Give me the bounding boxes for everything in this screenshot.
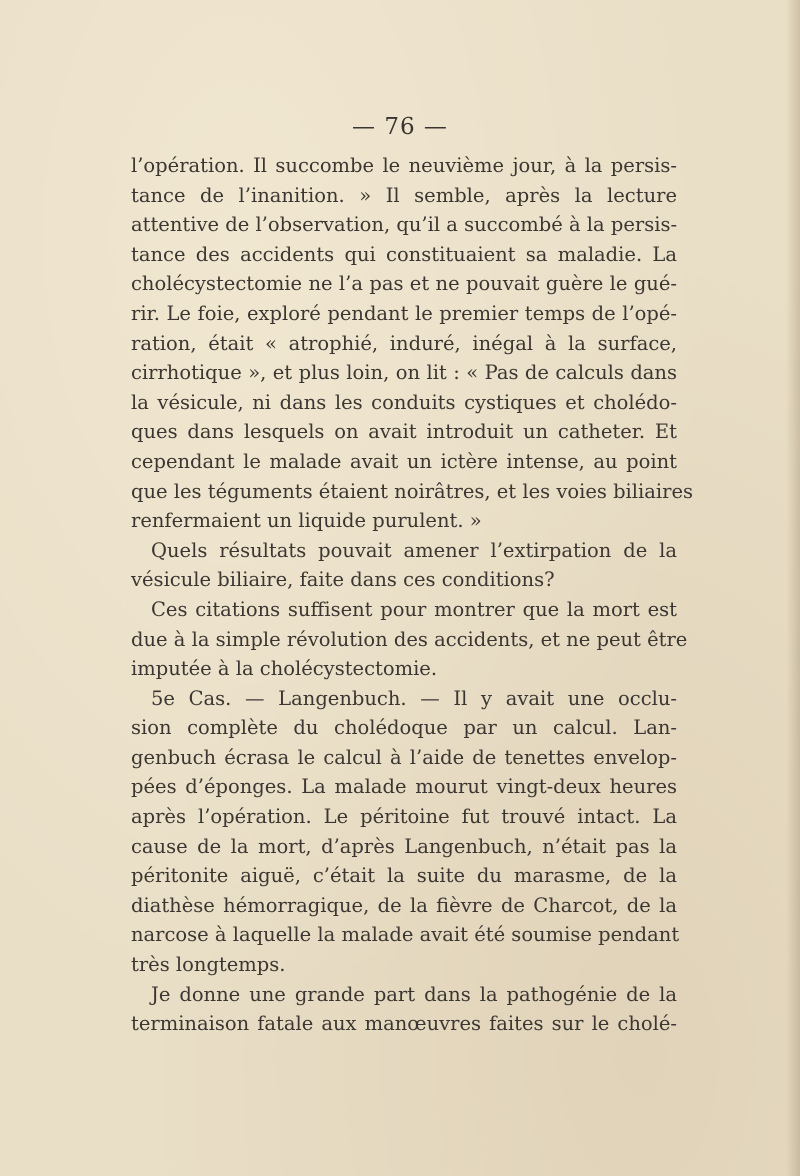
text-line: genbuch écrasa le calcul à l’aide de tenettes envelop-: [131, 745, 677, 769]
text-line: cirrhotique », et plus loin, on lit : « Pas de calculs dans: [131, 361, 677, 385]
text-line: cependant le malade avait un ictère intense, au point: [131, 449, 677, 473]
text-line: rir. Le foie, exploré pendant le premier temps de l’opé-: [131, 301, 677, 325]
text-line: ques dans lesquels on avait introduit un catheter. Et: [131, 420, 677, 444]
text-line: imputée à la cholécystectomie.: [131, 657, 438, 681]
text-line: attentive de l’observation, qu’il a succombé à la persis-: [131, 213, 678, 237]
text-line: Ces citations suffisent pour montrer que la mort est: [151, 597, 677, 621]
text-line: Je donne une grande part dans la pathogénie de la: [151, 982, 677, 1006]
text-line: ration, était « atrophié, induré, inégal à la surface,: [131, 331, 677, 355]
text-line: que les téguments étaient noirâtres, et les voies biliaires: [131, 479, 693, 503]
text-line: 5e Cas. — Langenbuch. — Il y avait une occlu-: [151, 686, 677, 710]
text-line: Quels résultats pouvait amener l’extirpation de la: [151, 538, 677, 562]
text-line: sion complète du cholédoque par un calcul. Lan-: [131, 716, 677, 740]
text-line: due à la simple révolution des accidents, et ne peut être: [131, 627, 688, 651]
text-line: cholécystectomie ne l’a pas et ne pouvait guère le gué-: [131, 272, 677, 296]
text-line: après l’opération. Le péritoine fut trouvé intact. La: [131, 805, 677, 829]
page-number: — 76 —: [352, 114, 448, 140]
text-line: tance de l’inanition. » Il semble, après la lecture: [131, 183, 677, 207]
body-text: [131, 151, 693, 1039]
text-line: l’opération. Il succombe le neuvième jour, à la persis-: [131, 154, 677, 177]
text-line: très longtemps.: [131, 953, 286, 977]
text-line: pées d’éponges. La malade mourut vingt-deux heures: [131, 775, 677, 799]
text-line: tance des accidents qui constituaient sa maladie. La: [131, 242, 677, 266]
text-line: narcose à laquelle la malade avait été soumise pendant: [131, 923, 680, 947]
text-line: cause de la mort, d’après Langenbuch, n’était pas la: [131, 834, 677, 858]
text-line: renfermaient un liquide purulent. »: [131, 509, 482, 533]
text-line: vésicule biliaire, faite dans ces conditions?: [131, 568, 555, 592]
text-line: terminaison fatale aux manœuvres faites sur le cholé-: [131, 1012, 677, 1036]
page-edge-shadow: [786, 0, 800, 1176]
text-line: la vésicule, ni dans les conduits cystiques et cholédo-: [131, 390, 677, 414]
text-line: diathèse hémorragique, de la fièvre de Charcot, de la: [131, 893, 677, 917]
text-line: péritonite aiguë, c’était la suite du marasme, de la: [131, 864, 677, 888]
